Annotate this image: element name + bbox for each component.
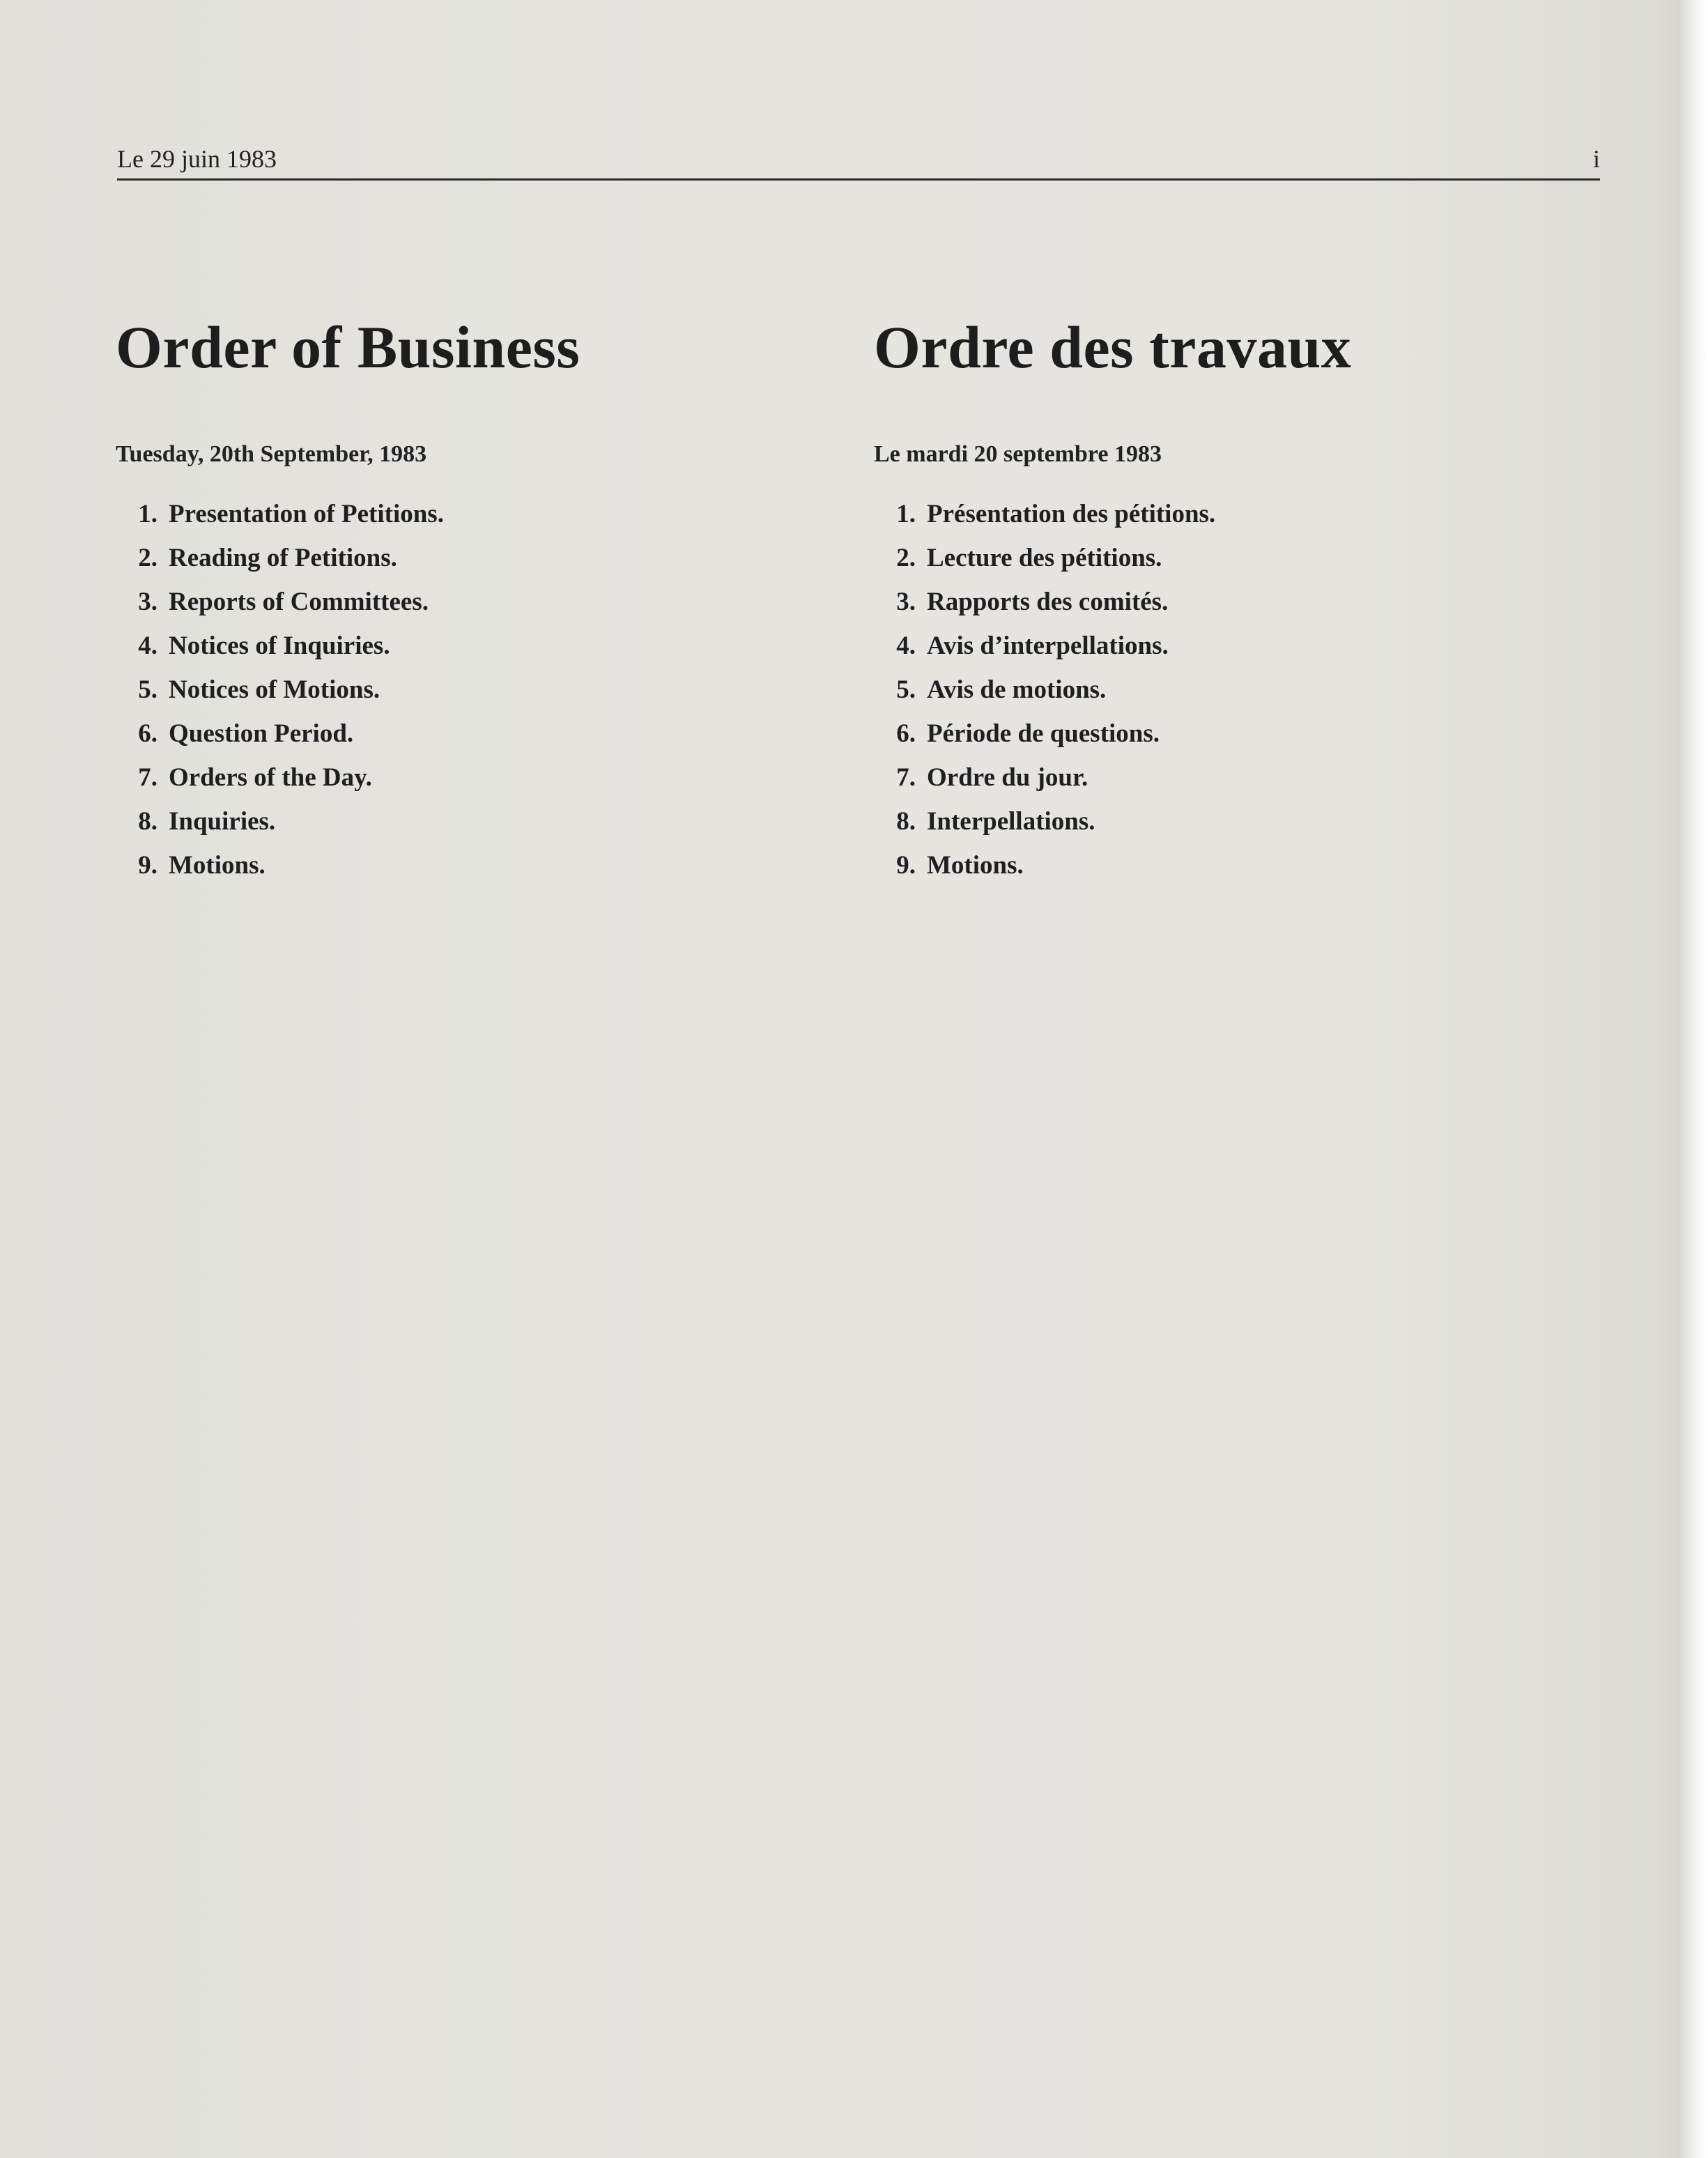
list-item [874,580,1613,624]
item-number: 2. [896,544,916,572]
list-item [116,756,840,799]
item-number: 4. [138,632,157,660]
page-number: i [1592,145,1600,173]
item-label: Presentation of Petitions. [169,500,444,528]
list-item [874,843,1613,887]
list-item [116,799,840,843]
list-item [874,668,1613,712]
item-label: Présentation des pétitions. [927,500,1216,528]
item-label: Ordre du jour. [927,763,1088,792]
item-label: Période de questions. [927,719,1160,748]
item-label: Notices of Inquiries. [169,632,390,660]
list-item [874,799,1613,843]
list-item [874,624,1613,668]
page-edge [1680,0,1708,2158]
item-number: 9. [138,851,157,880]
item-label: Inquiries. [169,807,276,836]
list-item [874,756,1613,799]
item-label: Avis d’interpellations. [927,632,1169,660]
item-label: Interpellations. [927,807,1095,836]
list-item [116,712,840,756]
item-number: 5. [896,675,916,704]
item-number: 4. [896,632,916,660]
item-number: 2. [138,544,157,572]
list-item [874,712,1613,756]
list-item [116,580,840,624]
item-label: Lecture des pétitions. [927,544,1162,572]
item-number: 5. [138,675,157,704]
list-item [116,492,840,536]
english-title: Order of Business [116,314,580,381]
french-order-list [874,492,1613,887]
item-label: Rapports des comités. [927,588,1169,616]
page-header [117,144,1600,181]
list-item [116,624,840,668]
item-label: Reading of Petitions. [169,544,397,572]
item-number: 6. [138,719,157,748]
list-item [116,843,840,887]
list-item [874,536,1613,580]
item-label: Avis de motions. [927,675,1107,704]
english-order-list [116,492,840,887]
item-number: 7. [138,763,157,792]
item-label: Reports of Committees. [169,588,429,616]
header-date: Le 29 juin 1983 [117,145,277,173]
list-item [874,492,1613,536]
item-number: 8. [138,807,157,836]
item-label: Question Period. [169,719,354,748]
item-label: Motions. [927,851,1024,880]
item-number: 7. [896,763,916,792]
item-label: Notices of Motions. [169,675,380,704]
list-item [116,668,840,712]
item-number: 3. [896,588,916,616]
item-number: 8. [896,807,916,836]
french-date: Le mardi 20 septembre 1983 [874,441,1162,467]
french-title: Ordre des travaux [874,314,1352,381]
item-number: 9. [896,851,916,880]
english-date: Tuesday, 20th September, 1983 [116,441,427,467]
item-number: 3. [138,588,157,616]
item-label: Motions. [169,851,266,880]
item-number: 6. [896,719,916,748]
item-number: 1. [896,500,916,528]
item-number: 1. [138,500,157,528]
list-item [116,536,840,580]
english-column [116,312,840,887]
french-column [874,312,1613,887]
item-label: Orders of the Day. [169,763,372,792]
